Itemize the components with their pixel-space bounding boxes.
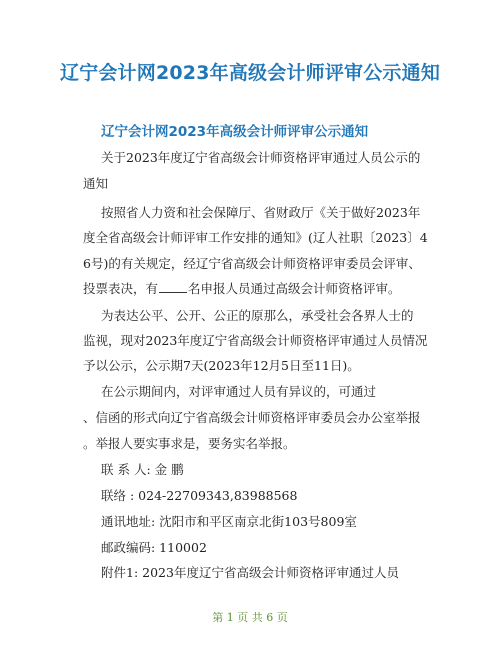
page-number: 第 1 页 共 6 页 bbox=[212, 611, 288, 624]
line-text-after-blank: 名申报人员通过高级会计师资格评审。 bbox=[188, 281, 401, 296]
paragraph-line: 关于2023年度辽宁省高级会计师资格评审通过人员公示的 bbox=[101, 150, 421, 165]
attachment-line: 附件1: 2023年度辽宁省高级会计师资格评审通过人员 bbox=[101, 565, 399, 580]
paragraph-line: 、信函的形式向辽宁省高级会计师资格评审委员会办公室举报 bbox=[83, 410, 421, 425]
paragraph-line: 在公示期间内，对评审通过人员有异议的，可通过 bbox=[101, 384, 377, 399]
contact-person: 联 系 人: 金 鹏 bbox=[101, 462, 184, 477]
paragraph-line-with-blank bbox=[83, 281, 401, 297]
line-text-before-blank: 投票表决，有 bbox=[83, 281, 159, 296]
contact-phone: 联络 : 024-22709343,83988568 bbox=[101, 488, 298, 503]
paragraph-line: 6号)的有关规定，经辽宁省高级会计师资格评审委员会评审、 bbox=[83, 256, 421, 271]
paragraph-line: 按照省人力资和社会保障厅、省财政厅《关于做好2023年 bbox=[101, 205, 421, 220]
contact-address: 通讯地址: 沈阳市和平区南京北街103号809室 bbox=[101, 514, 357, 529]
paragraph-line: 。举报人要实事求是，要务实名举报。 bbox=[83, 436, 296, 451]
paragraph-line: 通知 bbox=[83, 176, 109, 191]
page-title: 辽宁会计网2023年高级会计师评审公示通知 bbox=[59, 62, 441, 84]
fill-in-blank bbox=[159, 281, 187, 293]
paragraph-line: 予以公示，公示期7天(2023年12月5日至11日)。 bbox=[83, 358, 360, 373]
paragraph-line: 为表达公平、公开、公正的原那么，承受社会各界人士的 bbox=[101, 308, 414, 323]
paragraph-line: 监视，现对2023年度辽宁省高级会计师资格评审通过人员情况 bbox=[83, 333, 428, 348]
section-title: 辽宁会计网2023年高级会计师评审公示通知 bbox=[101, 124, 369, 140]
paragraph-line: 度全省高级会计师评审工作安排的通知》(辽人社职〔2023〕4 bbox=[83, 230, 428, 245]
postal-code: 邮政编码: 110002 bbox=[101, 540, 207, 555]
